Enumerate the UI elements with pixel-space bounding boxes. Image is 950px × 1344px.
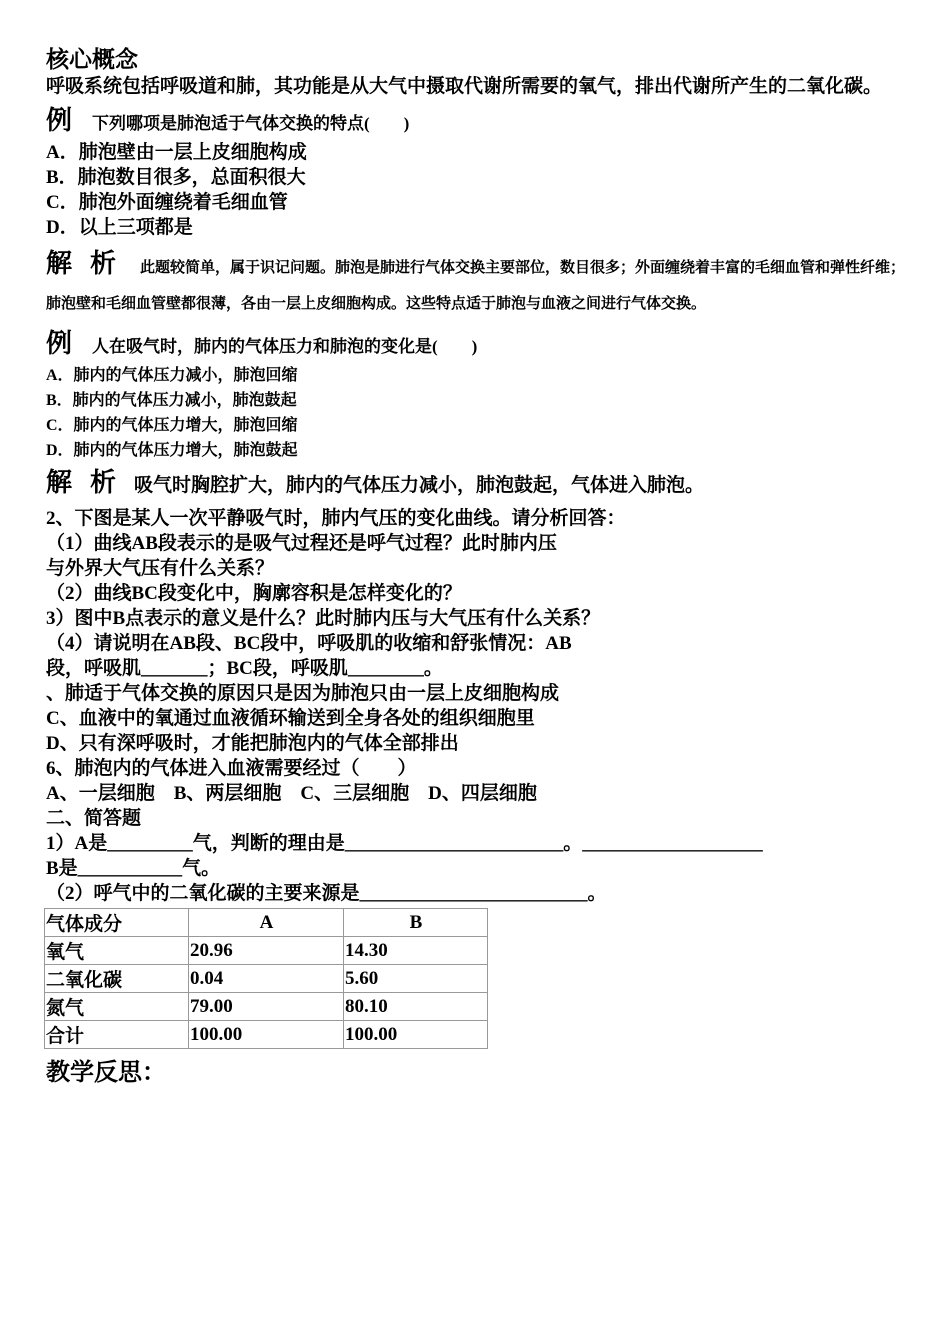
example-1-option: C．肺泡外面缠绕着毛细血管 <box>46 192 288 213</box>
table-cell: 二氧化碳 <box>45 965 189 993</box>
table-cell: 20.96 <box>189 937 344 965</box>
table-cell: 合计 <box>45 1021 189 1049</box>
gas-composition-table <box>44 908 488 1049</box>
analysis-1-text: 此题较简单，属于识记问题。肺泡是肺进行气体交换主要部位，数目很多；外面缠绕着丰富的毛细血管和弹性纤维；肺泡壁和毛细血管壁都很薄，各由一层上皮细胞构成。这些特点适于肺泡与血液之间进行气体交换。 <box>46 260 906 312</box>
analysis-tag: 解析 <box>46 249 135 278</box>
example-2-option: A．肺内的气体压力减小，肺泡回缩 <box>46 367 298 384</box>
question-line: 2、下图是某人一次平静吸气时，肺内气压的变化曲线。请分析回答： <box>46 508 626 529</box>
question-line: （2）呼气中的二氧化碳的主要来源是________________________。 <box>46 883 607 904</box>
analysis-1 <box>46 246 916 322</box>
table-cell: 14.30 <box>344 937 488 965</box>
question-line: （4）请说明在AB段、BC段中，呼吸肌的收缩和舒张情况：AB <box>46 633 572 654</box>
question-line: （1）曲线AB段表示的是吸气过程还是呼气过程？此时肺内压 <box>46 533 557 554</box>
core-concept-title: 核心概念 <box>46 47 138 72</box>
table-row <box>45 965 488 993</box>
example-2-option: D．肺内的气体压力增大，肺泡鼓起 <box>46 442 298 459</box>
table-header-cell: B <box>344 909 488 937</box>
example-2-option: C．肺内的气体压力增大，肺泡回缩 <box>46 417 298 434</box>
question-line: D、只有深呼吸时，才能把肺泡内的气体全部排出 <box>46 733 459 754</box>
table-cell: 0.04 <box>189 965 344 993</box>
question-line: 6、肺泡内的气体进入血液需要经过（ ） <box>46 758 417 779</box>
question-line: A、一层细胞 B、两层细胞 C、三层细胞 D、四层细胞 <box>46 783 537 804</box>
question-line: B是___________气。 <box>46 858 221 879</box>
example-1-question <box>46 105 916 140</box>
question-line: C、血液中的氧通过血液循环输送到全身各处的组织细胞里 <box>46 708 535 729</box>
teaching-reflection-heading: 教学反思： <box>46 1060 166 1086</box>
table-cell: 80.10 <box>344 993 488 1021</box>
question-line: 1）A是_________气，判断的理由是_______________________。___________________ <box>46 833 763 854</box>
question-line: 3）图中B点表示的意义是什么？此时肺内压与大气压有什么关系？ <box>46 608 601 629</box>
table-row <box>45 1021 488 1049</box>
example-1-option: A．肺泡壁由一层上皮细胞构成 <box>46 142 307 163</box>
question-line: （2）曲线BC段变化中，胸廓容积是怎样变化的？ <box>46 583 462 604</box>
example-1-text: 下列哪项是肺泡适于气体交换的特点( ) <box>92 114 410 133</box>
table-cell: 79.00 <box>189 993 344 1021</box>
question-line: 、肺适于气体交换的原因只是因为肺泡只由一层上皮细胞构成 <box>46 683 560 704</box>
core-concept-text: 呼吸系统包括呼吸道和肺，其功能是从大气中摄取代谢所需要的氧气，排出代谢所产生的二氧化碳。 <box>46 76 883 97</box>
analysis-2 <box>46 467 916 502</box>
question-line: 段，呼吸肌_______；BC段，呼吸肌________。 <box>46 658 443 679</box>
example-1-option: B．肺泡数目很多，总面积很大 <box>46 167 306 188</box>
question-line: 与外界大气压有什么关系？ <box>46 558 275 579</box>
table-cell: 氮气 <box>45 993 189 1021</box>
section-heading: 二、简答题 <box>46 808 142 829</box>
example-tag: 例 <box>46 106 73 135</box>
example-tag: 例 <box>46 329 73 358</box>
example-1-option: D．以上三项都是 <box>46 217 193 238</box>
table-cell: 100.00 <box>344 1021 488 1049</box>
analysis-tag: 解析 <box>46 468 135 497</box>
table-header-cell: A <box>189 909 344 937</box>
table-header-cell: 气体成分 <box>45 909 189 937</box>
analysis-2-text: 吸气时胸腔扩大，肺内的气体压力减小，肺泡鼓起，气体进入肺泡。 <box>134 475 705 496</box>
example-2-text: 人在吸气时，肺内的气体压力和肺泡的变化是( ) <box>92 337 478 356</box>
table-cell: 氧气 <box>45 937 189 965</box>
table-header-row <box>45 909 488 937</box>
example-2-option: B．肺内的气体压力减小，肺泡鼓起 <box>46 392 297 409</box>
document-page <box>46 46 916 1089</box>
table-row <box>45 993 488 1021</box>
table-cell: 100.00 <box>189 1021 344 1049</box>
table-row <box>45 937 488 965</box>
example-2-question <box>46 328 916 363</box>
table-cell: 5.60 <box>344 965 488 993</box>
